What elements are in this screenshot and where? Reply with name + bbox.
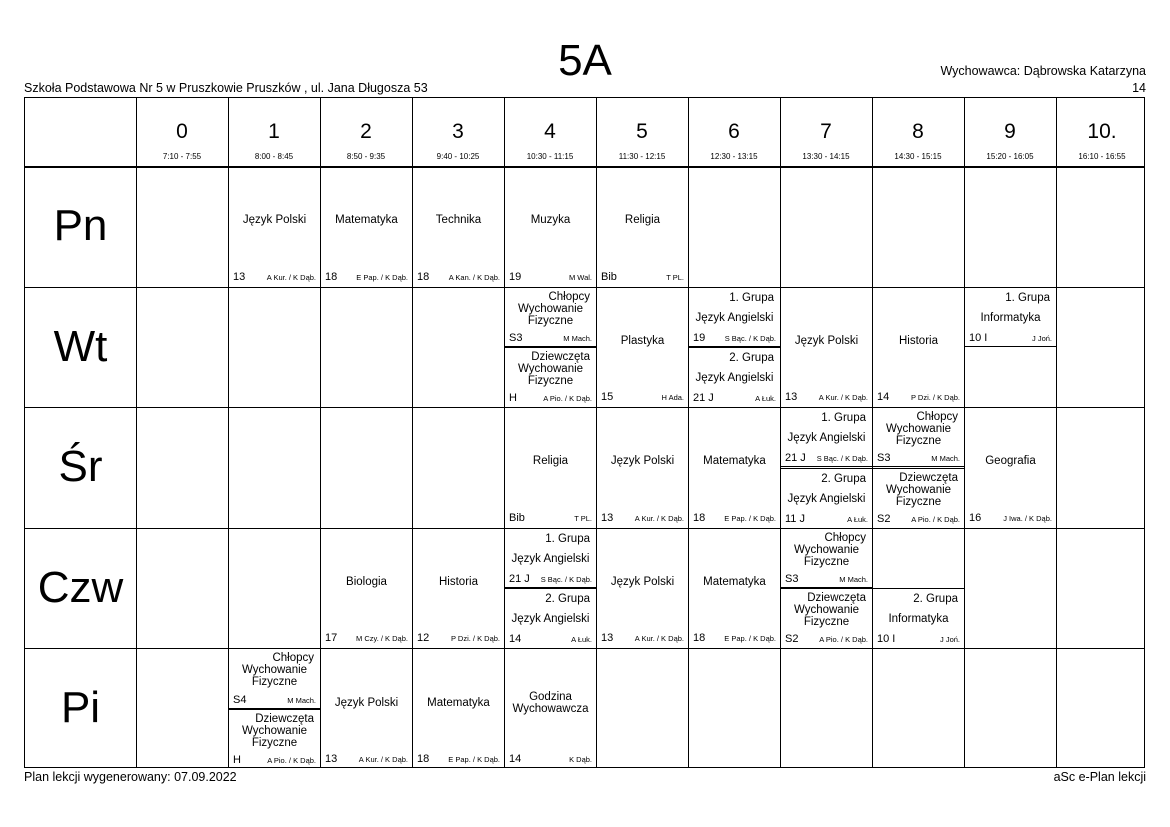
subject-label xyxy=(873,335,964,347)
teacher-initials: M Mach. xyxy=(839,575,868,585)
subject-line: Chłopcy xyxy=(824,531,866,544)
lesson-cell[interactable] xyxy=(321,648,412,769)
subject-line: Biologia xyxy=(346,576,387,589)
lesson-cell[interactable] xyxy=(229,648,320,708)
lesson-cell[interactable] xyxy=(505,528,596,588)
period-number: 3 xyxy=(452,120,464,143)
lesson-cell[interactable] xyxy=(781,287,872,408)
room-number: 12 xyxy=(417,632,430,645)
lesson-cell[interactable] xyxy=(781,468,872,528)
subject-label xyxy=(689,312,780,324)
subject-line: Wychowanie xyxy=(885,483,952,496)
subject-line: Godzina xyxy=(529,690,572,703)
teacher-initials: S Bąc. / K Dąb. xyxy=(724,333,776,343)
lesson-cell[interactable] xyxy=(781,528,872,588)
subject-line: Fizyczne xyxy=(803,616,850,629)
lesson-split-divider xyxy=(689,347,780,348)
period-number: 9 xyxy=(1004,120,1016,143)
lesson-split-divider xyxy=(505,588,596,589)
period-time: 10:30 - 11:15 xyxy=(526,152,574,161)
subject-label xyxy=(873,613,964,625)
teacher-initials: E Pap. / K Dąb. xyxy=(448,754,500,764)
subject-line: Język Angielski xyxy=(695,371,774,384)
subject-label xyxy=(413,214,504,226)
room-number: 14 xyxy=(509,633,522,646)
teacher-initials: A Kur. / K Dąb. xyxy=(634,634,684,644)
lesson-cell[interactable] xyxy=(781,407,872,467)
class-teacher: Wychowawca: Dąbrowska Katarzyna xyxy=(940,64,1146,78)
subject-line: Język Angielski xyxy=(787,492,866,505)
teacher-initials: K Dąb. xyxy=(569,754,592,764)
teacher-initials: E Pap. / K Dąb. xyxy=(724,513,776,523)
subject-line: Fizyczne xyxy=(895,435,942,448)
subject-line: Wychowanie xyxy=(241,724,308,737)
subject-line: Wychowanie xyxy=(793,543,860,556)
teacher-initials: S Bąc. / K Dąb. xyxy=(540,575,592,585)
group-label: 2. Grupa xyxy=(821,472,866,485)
lesson-split-divider xyxy=(873,588,964,589)
subject-label xyxy=(505,691,596,715)
lesson-cell[interactable] xyxy=(873,468,964,528)
subject-line: Religia xyxy=(624,214,661,227)
room-number: 19 xyxy=(693,331,706,344)
subject-line: Język Angielski xyxy=(511,613,590,626)
subject-line: Geografia xyxy=(985,455,1036,468)
lesson-cell[interactable] xyxy=(413,166,504,287)
grid-column-divider xyxy=(1056,98,1057,767)
period-time: 7:10 - 7:55 xyxy=(162,152,202,161)
lesson-cell[interactable] xyxy=(781,588,872,648)
subject-line: Dziewczęta xyxy=(807,592,866,605)
room-number: Bib xyxy=(509,511,525,524)
subject-label xyxy=(597,455,688,467)
room-number: 13 xyxy=(785,391,798,404)
lesson-cell[interactable] xyxy=(597,407,688,528)
subject-line: Dziewczęta xyxy=(255,712,314,725)
subject-line: Dziewczęta xyxy=(899,471,958,484)
period-time: 11:30 - 12:15 xyxy=(618,152,666,161)
subject-line: Wychowanie xyxy=(241,664,308,677)
lesson-cell[interactable] xyxy=(321,166,412,287)
room-number: 21 J xyxy=(509,573,530,586)
teacher-initials: E Pap. / K Dąb. xyxy=(724,634,776,644)
grid-column-divider xyxy=(136,98,137,767)
room-number: 18 xyxy=(693,511,706,524)
lesson-cell[interactable] xyxy=(413,528,504,649)
room-number: 17 xyxy=(325,632,338,645)
room-number: 14 xyxy=(509,752,522,765)
teacher-initials: J Iwa. / K Dąb. xyxy=(1003,513,1052,523)
period-number: 10. xyxy=(1087,120,1117,143)
room-number: 16 xyxy=(969,511,982,524)
period-time: 12:30 - 13:15 xyxy=(710,152,758,161)
teacher-initials: A Łuk. xyxy=(571,635,592,645)
software-brand: aSc e-Plan lekcji xyxy=(1053,770,1146,784)
subject-label xyxy=(873,411,964,447)
subject-line: Język Angielski xyxy=(511,552,590,565)
period-time: 8:50 - 9:35 xyxy=(346,152,386,161)
subject-line: Chłopcy xyxy=(548,290,590,303)
subject-line: Język Polski xyxy=(610,455,675,468)
period-time: 13:30 - 14:15 xyxy=(802,152,850,161)
room-number: 13 xyxy=(325,752,338,765)
subject-label xyxy=(413,576,504,588)
subject-label xyxy=(505,613,596,625)
period-time: 15:20 - 16:05 xyxy=(986,152,1034,161)
subject-line: Chłopcy xyxy=(916,411,958,424)
lesson-cell[interactable] xyxy=(505,407,596,528)
lesson-cell[interactable] xyxy=(689,528,780,649)
room-number: 18 xyxy=(417,270,430,283)
subject-label xyxy=(505,214,596,226)
subject-line: Wychowanie xyxy=(885,423,952,436)
subject-line: Technika xyxy=(435,214,482,227)
subject-line: Język Angielski xyxy=(787,432,866,445)
teacher-initials: A Pio. / K Dąb. xyxy=(911,514,960,524)
lesson-cell[interactable] xyxy=(229,166,320,287)
subject-line: Fizyczne xyxy=(251,676,298,689)
subject-line: Język Polski xyxy=(794,334,859,347)
lesson-cell[interactable] xyxy=(689,347,780,407)
subject-line: Język Angielski xyxy=(695,311,774,324)
period-time: 16:10 - 16:55 xyxy=(1078,152,1126,161)
subject-line: Wychowawcza xyxy=(512,702,589,715)
subject-label xyxy=(597,214,688,226)
lesson-cell[interactable] xyxy=(965,407,1056,528)
subject-label xyxy=(781,532,872,568)
subject-line: Matematyka xyxy=(427,696,490,709)
subject-label xyxy=(229,214,320,226)
teacher-initials: M Czy. / K Dąb. xyxy=(356,634,408,644)
school-name: Szkoła Podstawowa Nr 5 w Pruszkowie Pruszków , ul. Jana Długosza 53 xyxy=(24,81,428,95)
room-number: 13 xyxy=(233,270,246,283)
teacher-initials: A Pio. / K Dąb. xyxy=(267,755,316,765)
group-label: 2. Grupa xyxy=(545,593,590,606)
room-number: 13 xyxy=(601,511,614,524)
lesson-cell[interactable] xyxy=(873,588,964,648)
lesson-cell[interactable] xyxy=(321,528,412,649)
group-label: 1. Grupa xyxy=(729,291,774,304)
teacher-initials: A Kur. / K Dąb. xyxy=(358,754,408,764)
lesson-cell[interactable] xyxy=(597,287,688,408)
teacher-initials: M Wal. xyxy=(568,272,592,282)
subject-label xyxy=(505,351,596,387)
subject-line: Wychowanie xyxy=(517,362,584,375)
subject-label xyxy=(965,312,1056,324)
room-number: Bib xyxy=(601,270,617,283)
subject-label xyxy=(229,652,320,688)
teacher-initials: P Dzi. / K Dąb. xyxy=(910,393,960,403)
day-label: Pi xyxy=(60,683,101,733)
subject-line: Informatyka xyxy=(888,613,949,626)
room-number: S2 xyxy=(877,512,891,525)
subject-line: Muzyka xyxy=(530,214,571,227)
day-label: Śr xyxy=(58,442,103,492)
subject-line: Wychowanie xyxy=(793,604,860,617)
teacher-initials: M Mach. xyxy=(563,333,592,343)
generated-date: Plan lekcji wygenerowany: 07.09.2022 xyxy=(24,770,237,784)
subject-line: Matematyka xyxy=(703,576,766,589)
lesson-cell[interactable] xyxy=(505,588,596,648)
subject-label xyxy=(781,335,872,347)
room-number: H xyxy=(233,753,241,766)
subject-label xyxy=(229,713,320,749)
subject-line: Plastyka xyxy=(620,334,665,347)
subject-label xyxy=(321,576,412,588)
room-number: 15 xyxy=(601,391,614,404)
subject-line: Historia xyxy=(439,576,478,589)
day-label: Pn xyxy=(53,201,108,250)
period-time: 8:00 - 8:45 xyxy=(254,152,294,161)
subject-label xyxy=(321,697,412,709)
day-label: Wt xyxy=(53,321,108,371)
subject-label xyxy=(321,214,412,226)
subject-line: Matematyka xyxy=(703,455,766,468)
room-number: 11 J xyxy=(785,512,805,525)
room-number: 10 I xyxy=(969,331,988,344)
lesson-split-divider xyxy=(505,347,596,348)
lesson-cell[interactable] xyxy=(689,407,780,528)
teacher-initials: A Łuk. xyxy=(755,394,776,404)
period-number: 7 xyxy=(820,120,832,143)
subject-label xyxy=(505,553,596,565)
lesson-cell[interactable] xyxy=(505,287,596,347)
group-label: 1. Grupa xyxy=(1005,291,1050,304)
room-number: 14 xyxy=(877,391,890,404)
lesson-cell[interactable] xyxy=(873,407,964,467)
lesson-cell[interactable] xyxy=(689,287,780,347)
teacher-initials: H Ada. xyxy=(661,393,684,403)
teacher-initials: A Kur. / K Dąb. xyxy=(266,272,316,282)
teacher-initials: E Pap. / K Dąb. xyxy=(356,272,408,282)
group-label: 2. Grupa xyxy=(729,351,774,364)
teacher-initials: J Joń. xyxy=(1031,333,1052,343)
subject-line: Wychowanie xyxy=(517,302,584,315)
subject-line: Dziewczęta xyxy=(531,350,590,363)
teacher-initials: T PL. xyxy=(666,272,684,282)
period-number: 2 xyxy=(360,120,372,143)
lesson-split-divider xyxy=(873,468,964,469)
subject-label xyxy=(781,432,872,444)
subject-line: Fizyczne xyxy=(527,374,574,387)
room-number: S2 xyxy=(785,633,799,646)
period-number: 0 xyxy=(176,120,188,143)
subject-line: Chłopcy xyxy=(272,652,314,665)
period-number: 4 xyxy=(544,120,556,143)
lesson-cell[interactable] xyxy=(505,347,596,407)
lesson-split-divider xyxy=(781,588,872,589)
period-time: 14:30 - 15:15 xyxy=(894,152,942,161)
room-number: H xyxy=(509,392,517,405)
subject-line: Fizyczne xyxy=(895,495,942,508)
teacher-initials: A Pio. / K Dąb. xyxy=(543,394,592,404)
subject-line: Fizyczne xyxy=(251,736,298,749)
lesson-split-divider xyxy=(965,346,1056,347)
room-number: 18 xyxy=(693,632,706,645)
teacher-initials: M Mach. xyxy=(287,695,316,705)
room-number: S3 xyxy=(785,573,799,586)
period-number: 8 xyxy=(912,120,924,143)
room-number: S4 xyxy=(233,693,247,706)
subject-line: Język Polski xyxy=(334,696,399,709)
subject-line: Matematyka xyxy=(335,214,398,227)
room-number: S3 xyxy=(877,452,891,465)
room-number: S3 xyxy=(509,331,523,344)
teacher-initials: A Kan. / K Dąb. xyxy=(448,272,500,282)
subject-label xyxy=(689,372,780,384)
group-label: 1. Grupa xyxy=(545,532,590,545)
subject-line: Informatyka xyxy=(980,311,1041,324)
subject-label xyxy=(689,455,780,467)
teacher-initials: M Mach. xyxy=(931,454,960,464)
teacher-initials: S Bąc. / K Dąb. xyxy=(816,454,868,464)
room-number: 21 J xyxy=(785,452,806,465)
subject-line: Religia xyxy=(532,455,569,468)
room-number: 13 xyxy=(601,632,614,645)
room-number: 10 I xyxy=(877,633,896,646)
lesson-cell[interactable] xyxy=(597,528,688,649)
lesson-cell[interactable] xyxy=(597,166,688,287)
group-label: 1. Grupa xyxy=(821,412,866,425)
period-number: 5 xyxy=(636,120,648,143)
room-number: 18 xyxy=(417,752,430,765)
lesson-cell[interactable] xyxy=(229,709,320,769)
subject-line: Fizyczne xyxy=(527,314,574,327)
class-title: 5A xyxy=(558,36,612,85)
lesson-split-divider xyxy=(229,709,320,710)
lesson-cell[interactable] xyxy=(505,648,596,769)
lesson-split-divider xyxy=(781,468,872,469)
subject-label xyxy=(505,455,596,467)
day-label: Czw xyxy=(37,562,124,612)
subject-label xyxy=(965,455,1056,467)
room-number: 18 xyxy=(325,270,338,283)
room-number: 19 xyxy=(509,270,522,283)
subject-label xyxy=(505,291,596,327)
lesson-cell[interactable] xyxy=(965,287,1056,347)
subject-label xyxy=(689,576,780,588)
subject-label xyxy=(413,697,504,709)
lesson-cell[interactable] xyxy=(505,166,596,287)
subject-line: Język Polski xyxy=(242,214,307,227)
lesson-cell[interactable] xyxy=(873,287,964,408)
subject-line: Historia xyxy=(899,334,938,347)
subject-label xyxy=(873,472,964,508)
page-number: 14 xyxy=(1132,81,1146,95)
subject-label xyxy=(781,493,872,505)
period-number: 6 xyxy=(728,120,740,143)
subject-line: Fizyczne xyxy=(803,555,850,568)
subject-label xyxy=(781,592,872,628)
subject-label xyxy=(597,335,688,347)
teacher-initials: P Dzi. / K Dąb. xyxy=(450,634,500,644)
group-label: 2. Grupa xyxy=(913,593,958,606)
teacher-initials: A Łuk. xyxy=(847,514,868,524)
teacher-initials: A Kur. / K Dąb. xyxy=(634,513,684,523)
subject-label xyxy=(597,576,688,588)
teacher-initials: J Joń. xyxy=(939,635,960,645)
room-number: 21 J xyxy=(693,392,714,405)
period-number: 1 xyxy=(268,120,280,143)
timetable-grid xyxy=(24,97,1145,768)
subject-line: Język Polski xyxy=(610,576,675,589)
period-time: 9:40 - 10:25 xyxy=(436,152,480,161)
lesson-cell[interactable] xyxy=(413,648,504,769)
teacher-initials: A Kur. / K Dąb. xyxy=(818,393,868,403)
teacher-initials: A Pio. / K Dąb. xyxy=(819,635,868,645)
teacher-initials: T PL. xyxy=(574,513,592,523)
